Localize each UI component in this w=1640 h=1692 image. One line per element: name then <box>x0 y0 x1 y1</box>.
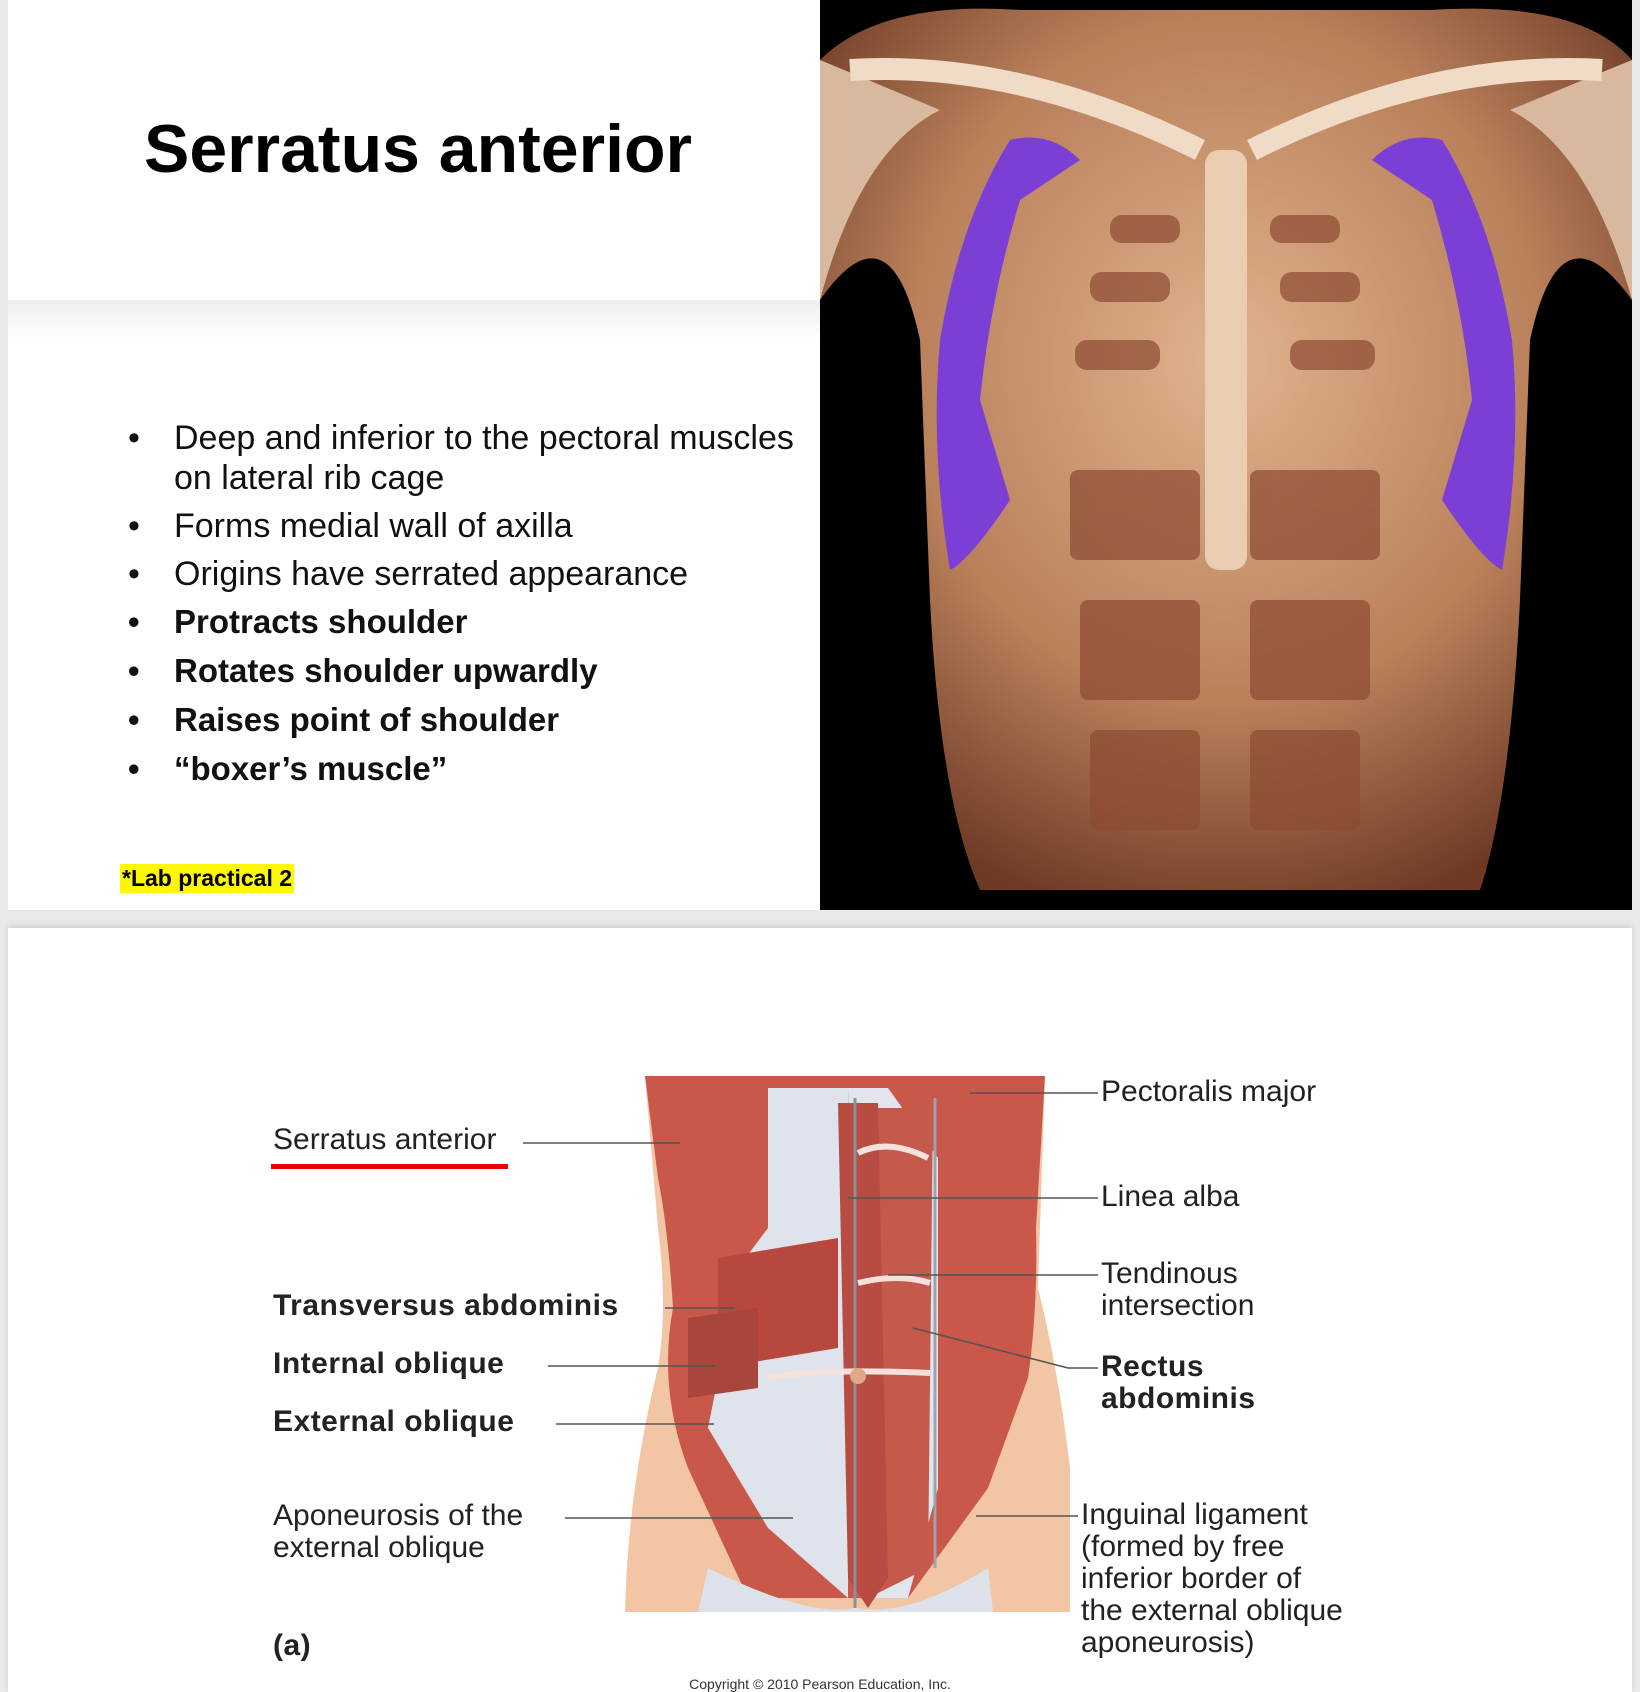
figure-part-label: (a) <box>273 1629 312 1662</box>
label-line: external oblique <box>273 1531 485 1564</box>
label-line: (formed by free <box>1081 1530 1285 1563</box>
label-linea-alba: Linea alba <box>1101 1180 1240 1213</box>
title-divider <box>8 300 820 340</box>
label-line: Rectus <box>1101 1350 1205 1383</box>
label-line: the external oblique <box>1081 1594 1343 1627</box>
chest-illustration <box>820 0 1632 910</box>
label-line: abdominis <box>1101 1382 1256 1415</box>
label-inguinal-ligament <box>1081 1499 1343 1659</box>
copyright-notice: Copyright © 2010 Pearson Education, Inc. <box>689 1676 951 1692</box>
label-line: inferior border of <box>1081 1562 1302 1595</box>
slide-serratus-anterior <box>8 0 1632 910</box>
label-line: Aponeurosis of the <box>273 1499 524 1532</box>
label-pectoralis-major: Pectoralis major <box>1101 1075 1317 1108</box>
label-aponeurosis <box>273 1500 523 1564</box>
label-transversus-abdominis: Transversus abdominis <box>273 1289 619 1322</box>
label-line: Tendinous <box>1101 1257 1238 1290</box>
serratus-underline <box>271 1164 508 1169</box>
label-tendinous-intersection <box>1101 1258 1254 1322</box>
bullet-item: • “boxer’s muscle” <box>120 749 820 789</box>
bullet-item: • Protracts shoulder <box>120 602 820 642</box>
bullet-item: • Rotates shoulder upwardly <box>120 651 820 691</box>
slide-abdominal-muscles <box>8 928 1632 1692</box>
bullet-item: • Raises point of shoulder <box>120 700 820 740</box>
bullet-list <box>120 418 820 798</box>
label-line: intersection <box>1101 1289 1255 1322</box>
lab-practical-note: *Lab practical 2 <box>122 865 293 891</box>
label-external-oblique: External oblique <box>273 1405 515 1438</box>
label-line: Inguinal ligament <box>1081 1498 1308 1531</box>
slide-title: Serratus anterior <box>144 111 692 187</box>
chest-dissection-photo <box>820 0 1632 910</box>
bullet-item: • Forms medial wall of axilla <box>120 506 820 546</box>
label-serratus-anterior: Serratus anterior <box>273 1123 497 1156</box>
leader-lines <box>8 928 1632 1692</box>
bullet-item: • Deep and inferior to the pectoral muscles on lateral rib cage <box>120 418 820 498</box>
label-internal-oblique: Internal oblique <box>273 1347 505 1380</box>
label-line: aponeurosis) <box>1081 1626 1255 1659</box>
label-rectus-abdominis <box>1101 1351 1256 1415</box>
bullet-item: • Origins have serrated appearance <box>120 554 820 594</box>
